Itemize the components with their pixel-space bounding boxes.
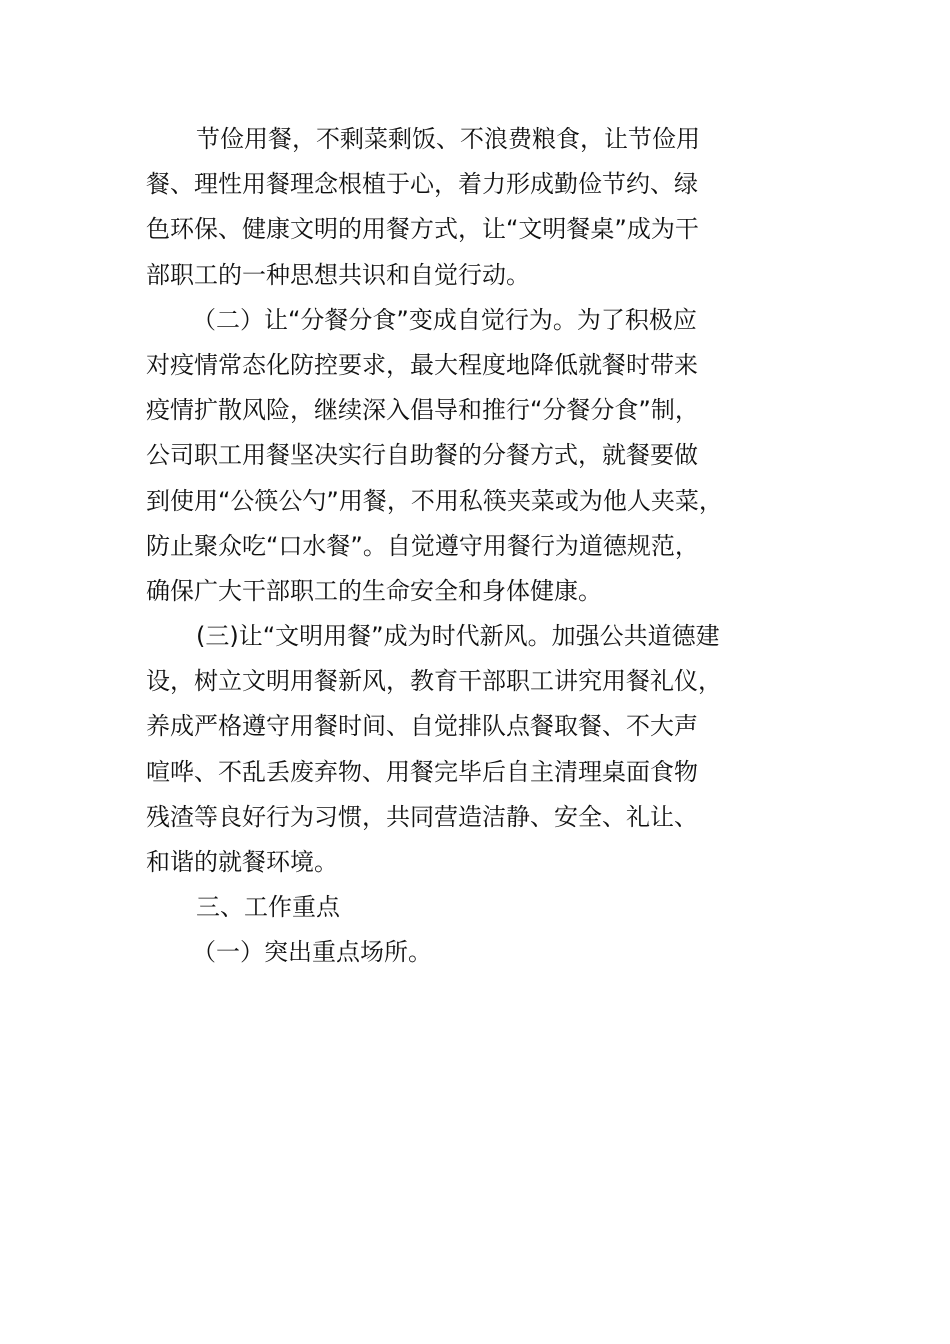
paragraph-line: 疫情扩散风险，继续深入倡导和推行“分餐分食”制， [146,396,699,425]
paragraph-line: 残渣等良好行为习惯，共同营造洁静、安全、礼让、 [146,802,698,831]
section-heading: 三、工作重点 [196,893,340,922]
body-text [146,117,766,976]
paragraph-line: 设，树立文明用餐新风，教育干部职工讲究用餐礼仪， [146,667,722,696]
paragraph-line: （二）让“分餐分食”变成自觉行为。为了积极应 [192,305,697,334]
paragraph-line: 部职工的一种思想共识和自觉行动。 [146,260,530,289]
paragraph-line: 公司职工用餐坚决实行自助餐的分餐方式，就餐要做 [146,441,698,470]
paragraph-line: 防止聚众吃“口水餐”。自觉遵守用餐行为道德规范， [146,531,699,560]
paragraph-line: 到使用“公筷公勺”用餐，不用私筷夹菜或为他人夹菜， [146,486,723,515]
paragraph-line: 确保广大干部职工的生命安全和身体健康。 [146,576,602,605]
paragraph-line: 和谐的就餐环境。 [146,848,338,876]
paragraph-line: 色环保、健康文明的用餐方式，让“文明餐桌”成为干 [146,215,699,244]
paragraph-line: 餐、理性用餐理念根植于心，着力形成勤俭节约、绿 [146,170,698,199]
paragraph-line: 养成严格遵守用餐时间、自觉排队点餐取餐、不大声 [146,712,698,741]
paragraph-line: 喧哗、不乱丢废弃物、用餐完毕后自主清理桌面食物 [146,757,698,786]
subsection-heading: （一）突出重点场所。 [192,938,432,967]
paragraph-line: (三)让“文明用餐”成为时代新风。加强公共道德建 [196,622,720,651]
paragraph-line: 对疫情常态化防控要求，最大程度地降低就餐时带来 [146,350,698,379]
paragraph-line: 节俭用餐，不剩菜剩饭、不浪费粮食，让节俭用 [196,125,700,153]
